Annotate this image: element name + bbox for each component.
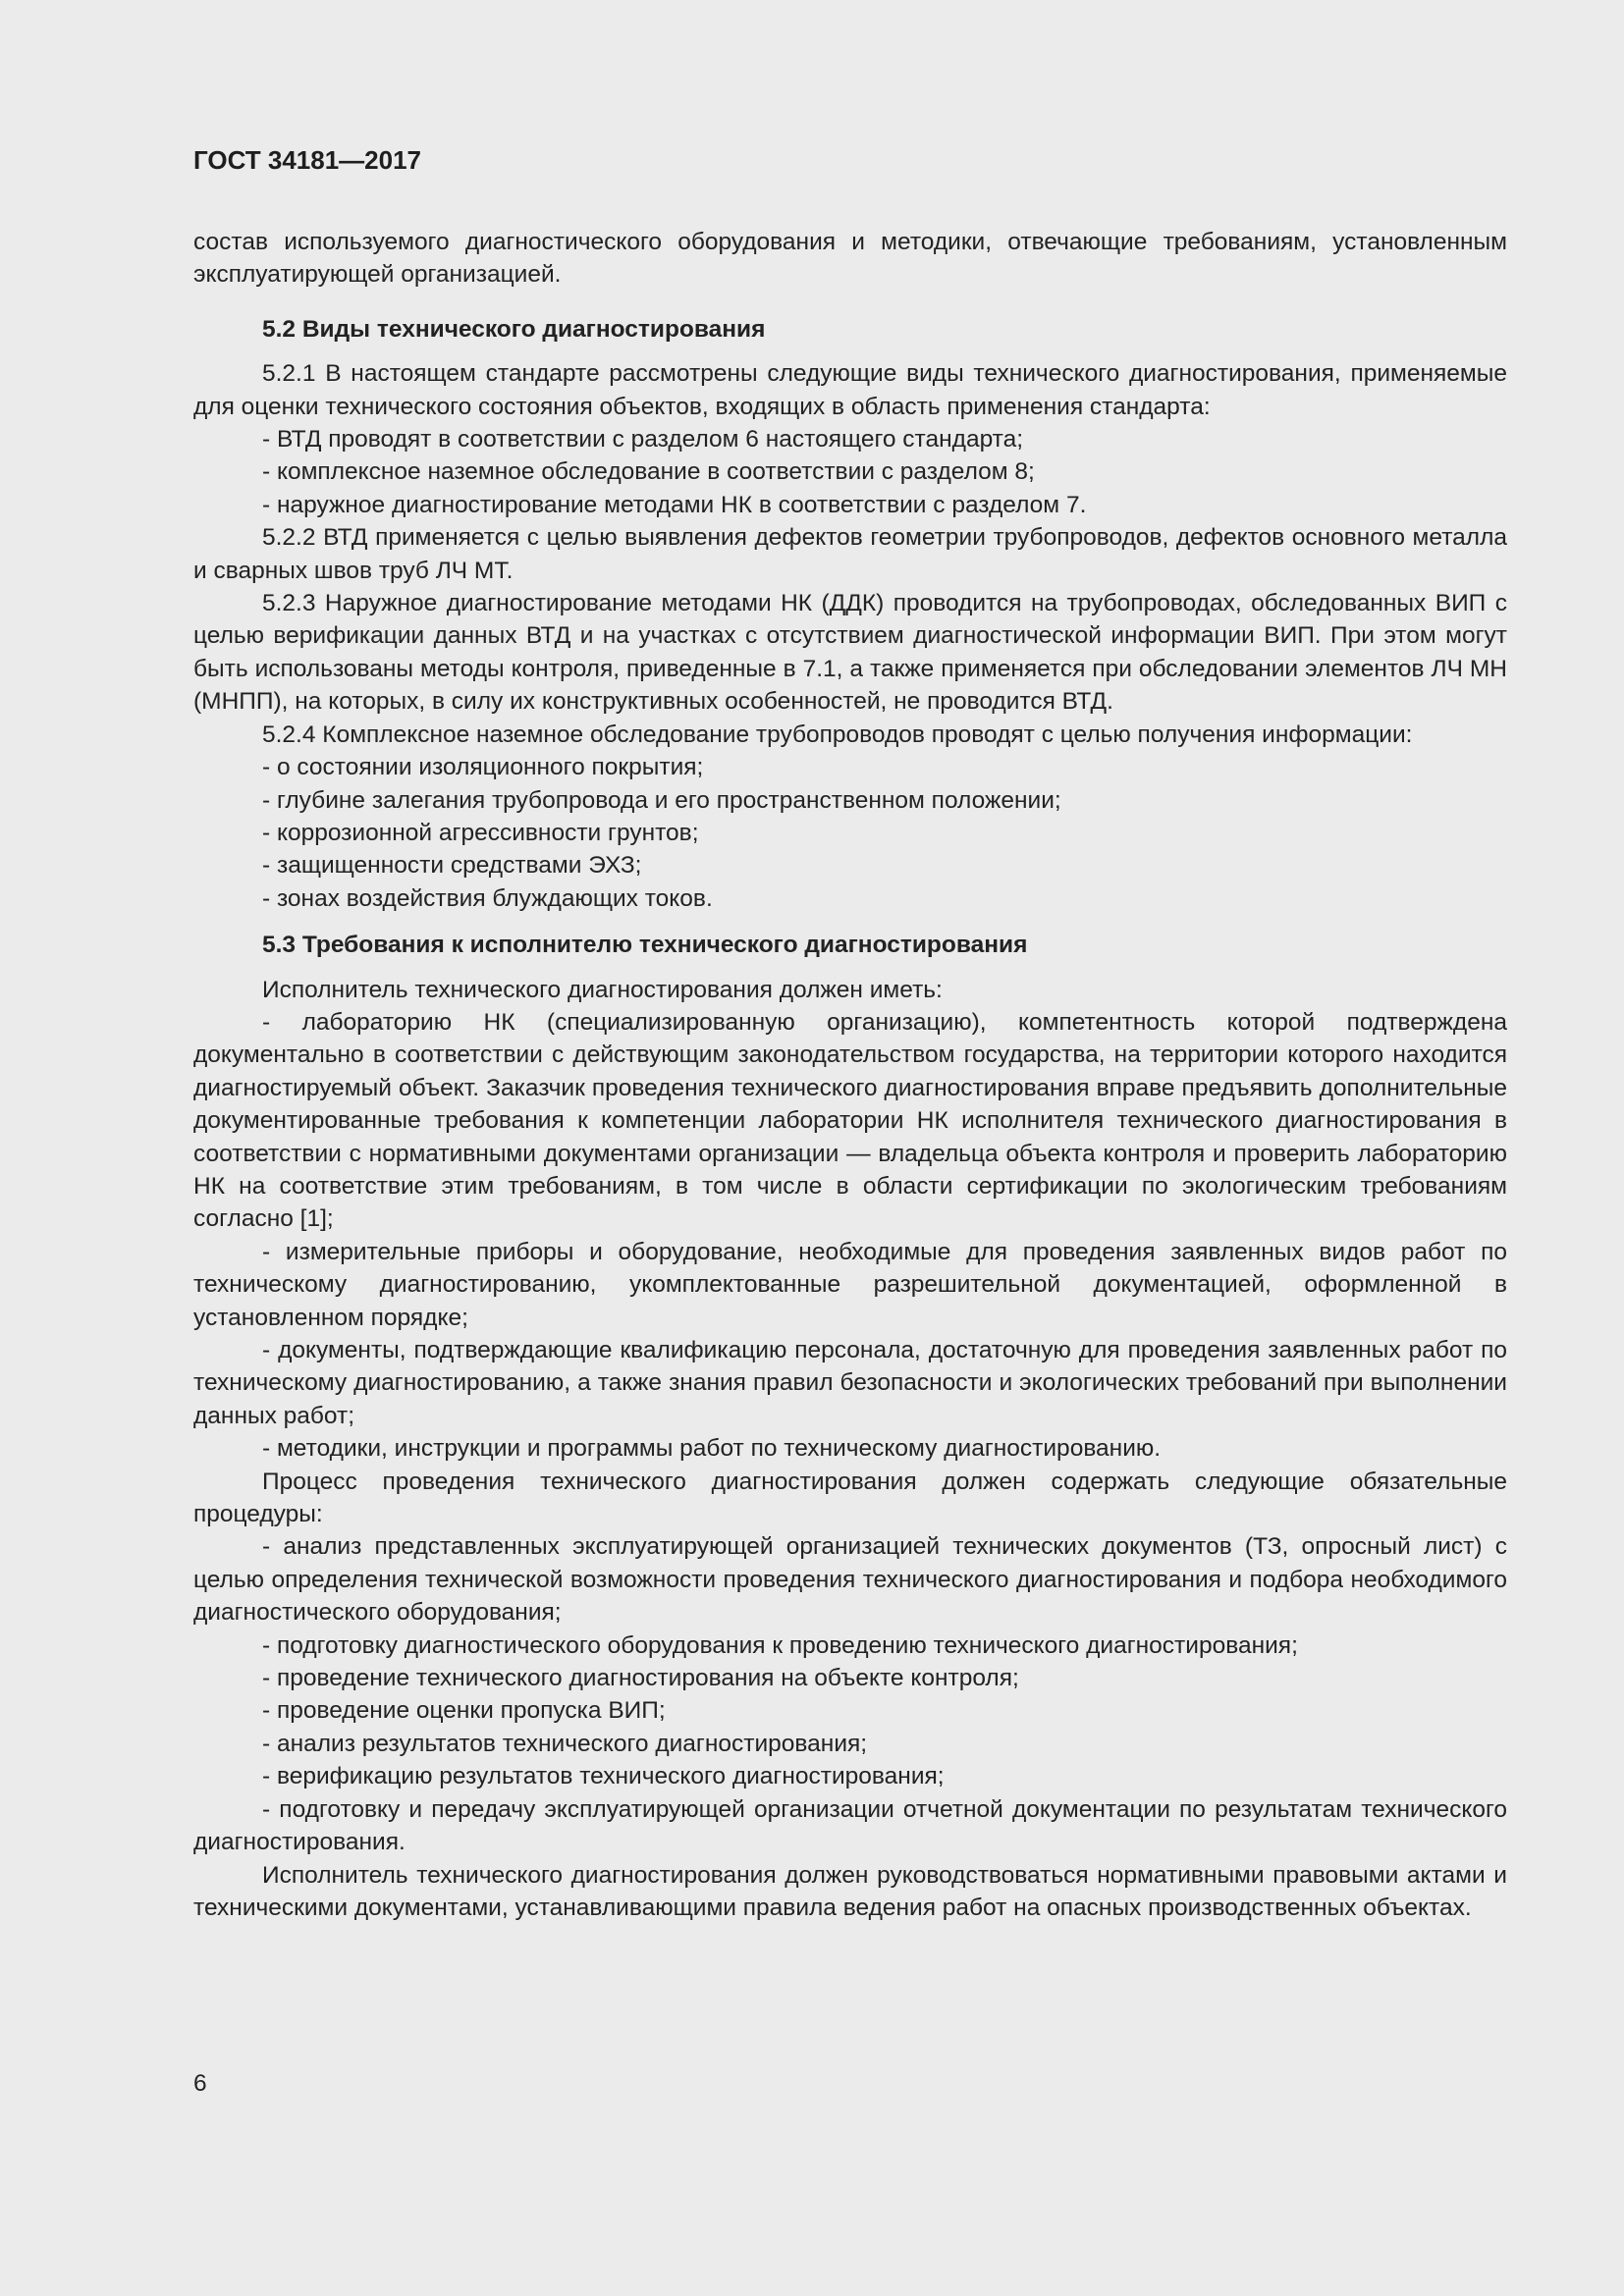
document-page: [193, 143, 1507, 1924]
section-heading-5-2: 5.2 Виды технического диагностирования: [262, 315, 766, 343]
list-item: - глубине залегания трубопровода и его пространственном положении;: [262, 786, 1061, 814]
list-item: - наружное диагностирование методами НК в соответствии с разделом 7.: [262, 491, 1087, 518]
list-item: - комплексное наземное обследование в соответствии с разделом 8;: [262, 458, 1035, 486]
list-item: - зонах воздействия блуждающих токов.: [262, 884, 713, 912]
procedure-item: - подготовку диагностического оборудования к проведению технического диагностирования;: [262, 1631, 1298, 1659]
procedure-item: - верификацию результатов технического диагностирования;: [262, 1763, 945, 1790]
paragraph-5-2-2: 5.2.2 ВТД применяется с целью выявления дефектов геометрии трубопроводов, дефектов основного металла и сварных швов труб ЛЧ МТ.: [193, 524, 1507, 584]
closing-paragraph: Исполнитель технического диагностирования должен руководствоваться нормативными правовыми актами и техническими документами, устанавливающими правила ведения работ на опасных производственных объектах.: [193, 1861, 1507, 1921]
process-intro: Процесс проведения технического диагностирования должен содержать следующие обязательные процедуры:: [193, 1468, 1507, 1528]
procedure-item: - проведение оценки пропуска ВИП;: [262, 1697, 666, 1725]
paragraph-5-2-4: 5.2.4 Комплексное наземное обследование трубопроводов проводят с целью получения информации:: [262, 721, 1413, 748]
requirement-item: - методики, инструкции и программы работ по техническому диагностированию.: [262, 1435, 1162, 1463]
intro-paragraph: состав используемого диагностического оборудования и методики, отвечающие требованиям, установленным эксплуатирующей организацией.: [193, 229, 1507, 289]
list-item: - коррозионной агрессивности грунтов;: [262, 819, 699, 846]
requirement-item: - лабораторию НК (специализированную организацию), компетентность которой подтверждена документально в соответствии с действующим законодательством государства, на территории которого находится диагностируемый объект. Заказчик проведения технического диагностирования вправе предъявить дополнительные документированные требования к компетенции лаборатории НК исполнителя технического диагностирования в соответствии с нормативными документами организации — владельца объекта контроля и проверить лабораторию НК на соответствие этим требованиям, в том числе в области сертификации по экологическим требованиям согласно [1];: [193, 1008, 1507, 1233]
document-body: [193, 226, 1507, 1924]
paragraph-5-2-3: 5.2.3 Наружное диагностирование методами НК (ДДК) проводится на трубопроводах, обследованных ВИП с целью верификации данных ВТД и на участках с отсутствием диагностической информации ВИП. При этом могут быть использованы методы контроля, приведенные в 7.1, а также применяется при обследовании элементов ЛЧ МН (МНПП), на которых, в силу их конструктивных особенностей, не проводится ВТД.: [193, 590, 1507, 716]
list-item: - ВТД проводят в соответствии с разделом 6 настоящего стандарта;: [262, 426, 1024, 454]
requirement-item: - измерительные приборы и оборудование, необходимые для проведения заявленных видов работ по техническому диагностированию, укомплектованные разрешительной документацией, оформленной в установленном порядке;: [193, 1238, 1507, 1331]
procedure-item: - проведение технического диагностирования на объекте контроля;: [262, 1665, 1019, 1692]
list-item: - о состоянии изоляционного покрытия;: [262, 754, 704, 781]
requirement-item: - документы, подтверждающие квалификацию персонала, достаточную для проведения заявленных работ по техническому диагностированию, а также знания правил безопасности и экологических требований при выполнении данных работ;: [193, 1337, 1507, 1429]
procedure-item: - подготовку и передачу эксплуатирующей организации отчетной документации по результатам технического диагностирования.: [193, 1795, 1507, 1856]
paragraph-5-2-1: 5.2.1 В настоящем стандарте рассмотрены следующие виды технического диагностирования, применяемые для оценки технического состояния объектов, входящих в область применения стандарта:: [193, 360, 1507, 420]
list-item: - защищенности средствами ЭХЗ;: [262, 852, 642, 880]
section-5-3-intro: Исполнитель технического диагностирования должен иметь:: [262, 976, 943, 1003]
document-id-header: ГОСТ 34181—2017: [193, 145, 421, 175]
procedure-item: - анализ результатов технического диагностирования;: [262, 1730, 868, 1757]
procedure-item: - анализ представленных эксплуатирующей организацией технических документов (ТЗ, опросный лист) с целью определения технической возможности проведения технического диагностирования и подбора необходимого диагностического оборудования;: [193, 1533, 1507, 1627]
page-number: 6: [193, 2070, 207, 2097]
section-heading-5-3: 5.3 Требования к исполнителю технического диагностирования: [262, 932, 1028, 959]
